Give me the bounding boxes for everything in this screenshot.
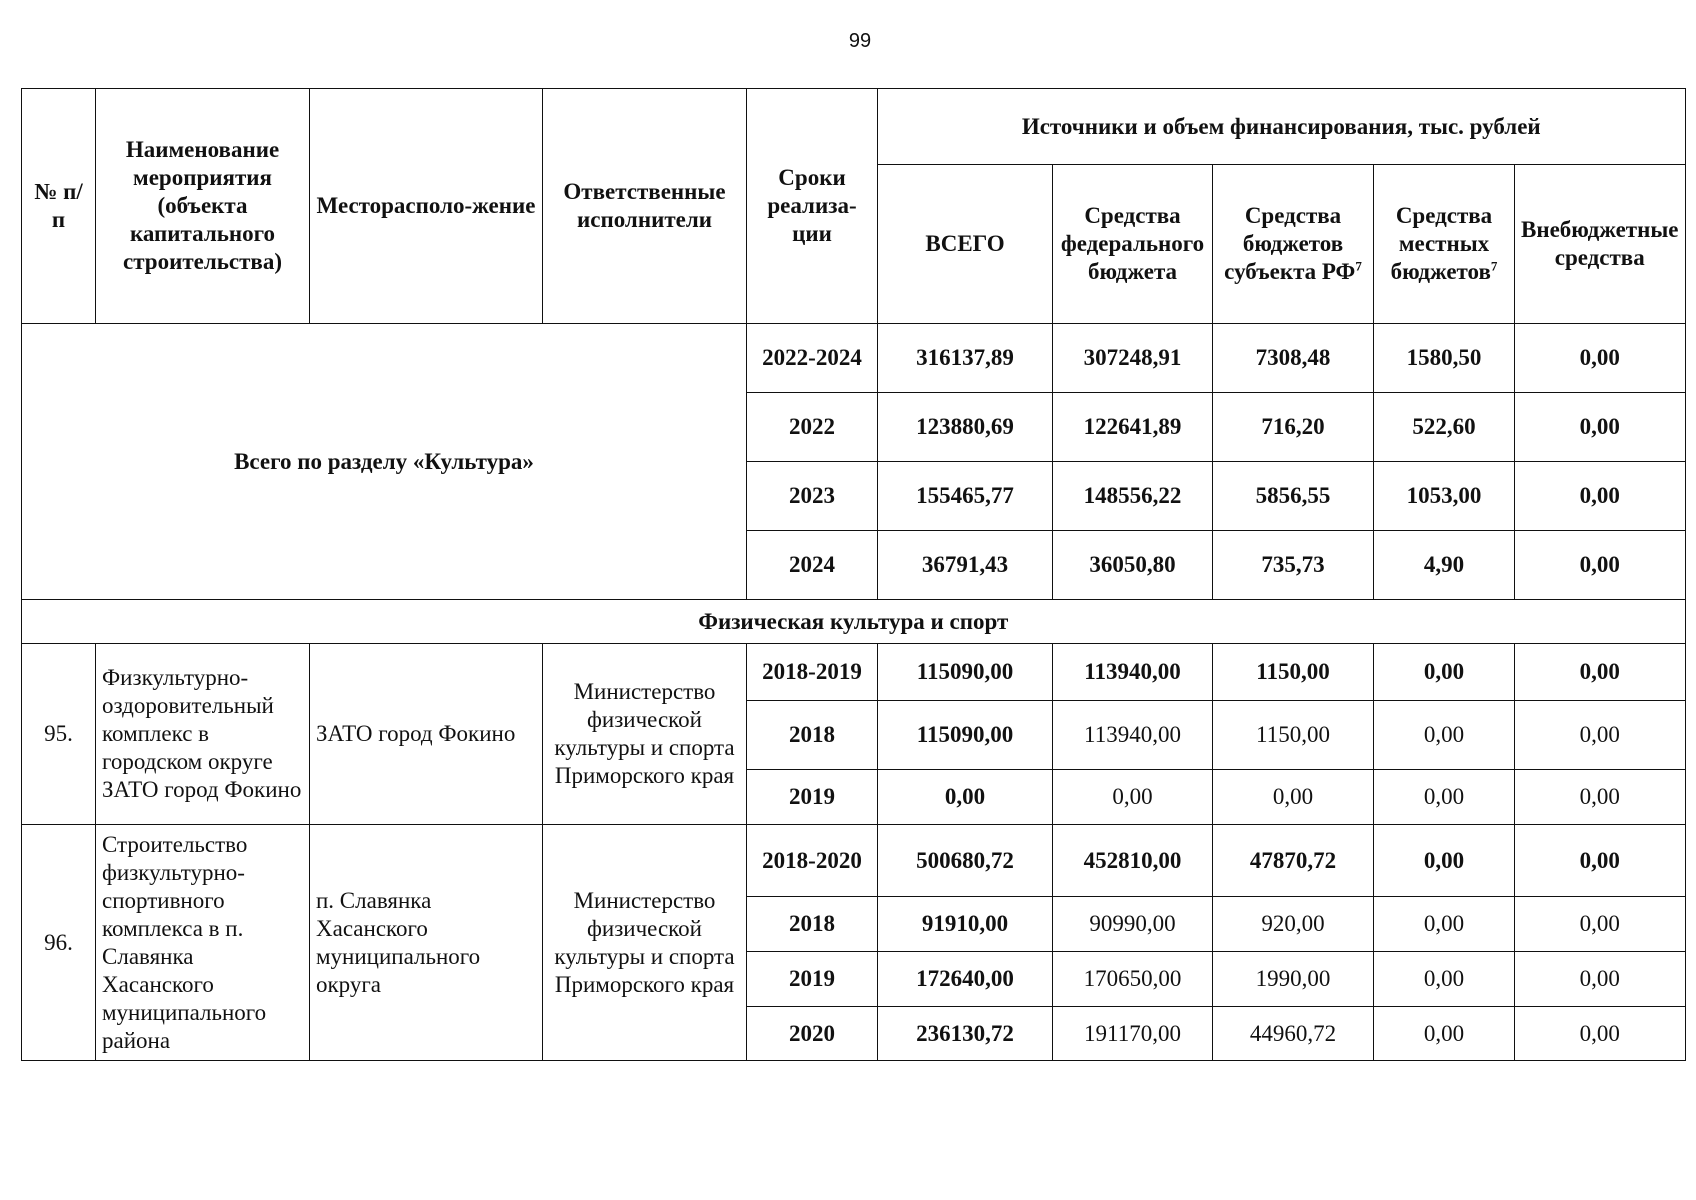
total-cell: 316137,89 <box>878 324 1053 393</box>
extra-cell: 0,00 <box>1515 770 1686 825</box>
local-cell: 1580,50 <box>1374 324 1515 393</box>
local-cell: 0,00 <box>1374 952 1515 1007</box>
subject-cell: 47870,72 <box>1213 825 1374 897</box>
subject-cell: 920,00 <box>1213 897 1374 952</box>
header-local <box>1374 165 1515 324</box>
item-row <box>22 644 1686 701</box>
subject-cell: 7308,48 <box>1213 324 1374 393</box>
federal-cell: 113940,00 <box>1053 701 1213 770</box>
extra-cell: 0,00 <box>1515 531 1686 600</box>
extra-cell: 0,00 <box>1515 644 1686 701</box>
extra-cell: 0,00 <box>1515 324 1686 393</box>
header-subject-label: Средства бюджетов субъекта РФ <box>1224 203 1356 284</box>
header-local-label: Средства местных бюджетов <box>1390 203 1493 284</box>
local-cell: 4,90 <box>1374 531 1515 600</box>
period-cell: 2022 <box>747 393 878 462</box>
subject-cell: 1990,00 <box>1213 952 1374 1007</box>
extra-cell: 0,00 <box>1515 462 1686 531</box>
header-total: ВСЕГО <box>878 165 1053 324</box>
total-cell: 236130,72 <box>878 1007 1053 1061</box>
item-number: 95. <box>22 644 96 825</box>
header-responsible: Ответственные исполнители <box>543 89 747 324</box>
federal-cell: 452810,00 <box>1053 825 1213 897</box>
header-subject-footnote: 7 <box>1355 258 1362 274</box>
subject-cell: 5856,55 <box>1213 462 1374 531</box>
period-cell: 2024 <box>747 531 878 600</box>
header-location: Месторасполо-жение <box>310 89 543 324</box>
header-num: № п/п <box>22 89 96 324</box>
subject-cell: 1150,00 <box>1213 701 1374 770</box>
extra-cell: 0,00 <box>1515 701 1686 770</box>
federal-cell: 307248,91 <box>1053 324 1213 393</box>
header-subject <box>1213 165 1374 324</box>
total-cell: 0,00 <box>878 770 1053 825</box>
federal-cell: 148556,22 <box>1053 462 1213 531</box>
total-cell: 36791,43 <box>878 531 1053 600</box>
federal-cell: 170650,00 <box>1053 952 1213 1007</box>
extra-cell: 0,00 <box>1515 393 1686 462</box>
federal-cell: 191170,00 <box>1053 1007 1213 1061</box>
period-cell: 2023 <box>747 462 878 531</box>
federal-cell: 122641,89 <box>1053 393 1213 462</box>
total-cell: 115090,00 <box>878 644 1053 701</box>
header-extra: Внебюджетные средства <box>1515 165 1686 324</box>
subject-cell: 1150,00 <box>1213 644 1374 701</box>
header-name: Наименование мероприятия (объекта капитального строительства) <box>96 89 310 324</box>
header-period: Сроки реализа-ции <box>747 89 878 324</box>
item-responsible: Министерство физической культуры и спорта Приморского края <box>543 825 747 1061</box>
extra-cell: 0,00 <box>1515 1007 1686 1061</box>
item-location: ЗАТО город Фокино <box>310 644 543 825</box>
federal-cell: 90990,00 <box>1053 897 1213 952</box>
header-local-footnote: 7 <box>1490 258 1498 274</box>
local-cell: 1053,00 <box>1374 462 1515 531</box>
period-cell: 2018 <box>747 701 878 770</box>
culture-total-label: Всего по разделу «Культура» <box>22 324 747 600</box>
subject-cell: 44960,72 <box>1213 1007 1374 1061</box>
local-cell: 0,00 <box>1374 701 1515 770</box>
federal-cell: 113940,00 <box>1053 644 1213 701</box>
total-cell: 172640,00 <box>878 952 1053 1007</box>
extra-cell: 0,00 <box>1515 952 1686 1007</box>
local-cell: 0,00 <box>1374 825 1515 897</box>
local-cell: 0,00 <box>1374 897 1515 952</box>
local-cell: 0,00 <box>1374 644 1515 701</box>
subject-cell: 0,00 <box>1213 770 1374 825</box>
local-cell: 0,00 <box>1374 1007 1515 1061</box>
page-number: 99 <box>848 30 872 52</box>
item-location: п. Славянка Хасанского муниципального округа <box>310 825 543 1061</box>
period-cell: 2018 <box>747 897 878 952</box>
culture-total-row <box>22 324 1686 393</box>
period-cell: 2019 <box>747 952 878 1007</box>
local-cell: 522,60 <box>1374 393 1515 462</box>
header-sources: Источники и объем финансирования, тыс. рублей <box>878 89 1686 165</box>
total-cell: 91910,00 <box>878 897 1053 952</box>
period-cell: 2019 <box>747 770 878 825</box>
extra-cell: 0,00 <box>1515 825 1686 897</box>
item-row <box>22 825 1686 897</box>
item-number: 96. <box>22 825 96 1061</box>
item-name: Строительство физкультурно-спортивного комплекса в п. Славянка Хасанского муниципального района <box>96 825 310 1061</box>
item-name: Физкультурно-оздоровительный комплекс в городском округе ЗАТО город Фокино <box>96 644 310 825</box>
federal-cell: 36050,80 <box>1053 531 1213 600</box>
total-cell: 123880,69 <box>878 393 1053 462</box>
period-cell: 2020 <box>747 1007 878 1061</box>
total-cell: 115090,00 <box>878 701 1053 770</box>
period-cell: 2022-2024 <box>747 324 878 393</box>
period-cell: 2018-2020 <box>747 825 878 897</box>
period-cell: 2018-2019 <box>747 644 878 701</box>
financing-table <box>21 88 1686 1061</box>
total-cell: 500680,72 <box>878 825 1053 897</box>
item-responsible: Министерство физической культуры и спорта Приморского края <box>543 644 747 825</box>
section-title: Физическая культура и спорт <box>22 600 1686 644</box>
total-cell: 155465,77 <box>878 462 1053 531</box>
subject-cell: 716,20 <box>1213 393 1374 462</box>
local-cell: 0,00 <box>1374 770 1515 825</box>
subject-cell: 735,73 <box>1213 531 1374 600</box>
header-row-1 <box>22 89 1686 165</box>
extra-cell: 0,00 <box>1515 897 1686 952</box>
federal-cell: 0,00 <box>1053 770 1213 825</box>
header-federal: Средства федерального бюджета <box>1053 165 1213 324</box>
section-title-row <box>22 600 1686 644</box>
